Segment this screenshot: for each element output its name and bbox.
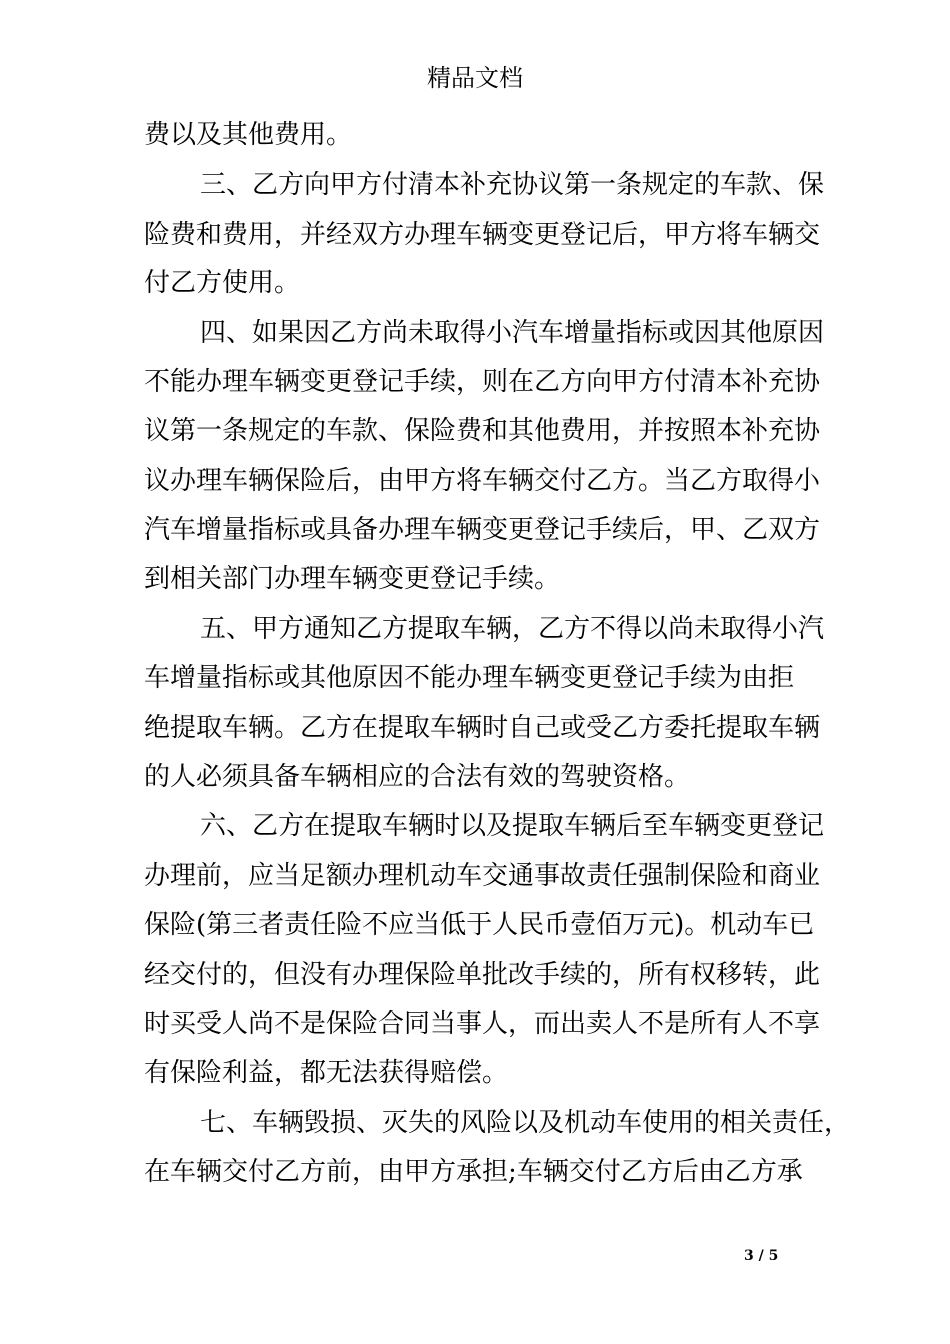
text-line: 费以及其他费用。 xyxy=(144,120,353,150)
text-line: 议第一条规定的车款、保险费和其他费用，并按照本补充协 xyxy=(144,416,821,446)
paragraph-start-line: 六、乙方在提取车辆时以及提取车辆后至车辆变更登记 xyxy=(200,811,825,841)
text-line: 时买受人尚不是保险合同当事人，而出卖人不是所有人不享 xyxy=(144,1009,821,1039)
text-line: 在车辆交付乙方前，由甲方承担;车辆交付乙方后由乙方承 xyxy=(144,1157,803,1187)
text-line: 险费和费用，并经双方办理车辆变更登记后，甲方将车辆交 xyxy=(144,220,821,250)
paragraph-start-line: 七、车辆毁损、灭失的风险以及机动车使用的相关责任， xyxy=(200,1108,851,1138)
text-line: 不能办理车辆变更登记手续，则在乙方向甲方付清本补充协 xyxy=(144,367,821,397)
text-line: 绝提取车辆。乙方在提取车辆时自己或受乙方委托提取车辆 xyxy=(144,713,821,743)
text-line: 经交付的，但没有办理保险单批改手续的，所有权移转，此 xyxy=(144,960,821,990)
page-header-title: 精品文档 xyxy=(427,64,523,92)
text-line: 车增量指标或其他原因不能办理车辆变更登记手续为由拒 xyxy=(144,663,795,693)
paragraph-start-line: 五、甲方通知乙方提取车辆，乙方不得以尚未取得小汽 xyxy=(200,614,825,644)
text-line: 有保险利益，都无法获得赔偿。 xyxy=(144,1058,509,1088)
text-line: 汽车增量指标或具备办理车辆变更登记手续后，甲、乙双方 xyxy=(144,515,821,545)
paragraph-start-line: 三、乙方向甲方付清本补充协议第一条规定的车款、保 xyxy=(200,170,825,200)
text-line: 议办理车辆保险后，由甲方将车辆交付乙方。当乙方取得小 xyxy=(144,466,821,496)
text-line: 到相关部门办理车辆变更登记手续。 xyxy=(144,564,561,594)
page-number: 3 / 5 xyxy=(744,1248,779,1264)
text-line: 保险(第三者责任险不应当低于人民币壹佰万元)。机动车已 xyxy=(144,910,815,940)
text-line: 的人必须具备车辆相应的合法有效的驾驶资格。 xyxy=(144,762,691,792)
text-line: 付乙方使用。 xyxy=(144,268,301,298)
paragraph-start-line: 四、如果因乙方尚未取得小汽车增量指标或因其他原因 xyxy=(200,318,825,348)
text-line: 办理前，应当足额办理机动车交通事故责任强制保险和商业 xyxy=(144,861,821,891)
